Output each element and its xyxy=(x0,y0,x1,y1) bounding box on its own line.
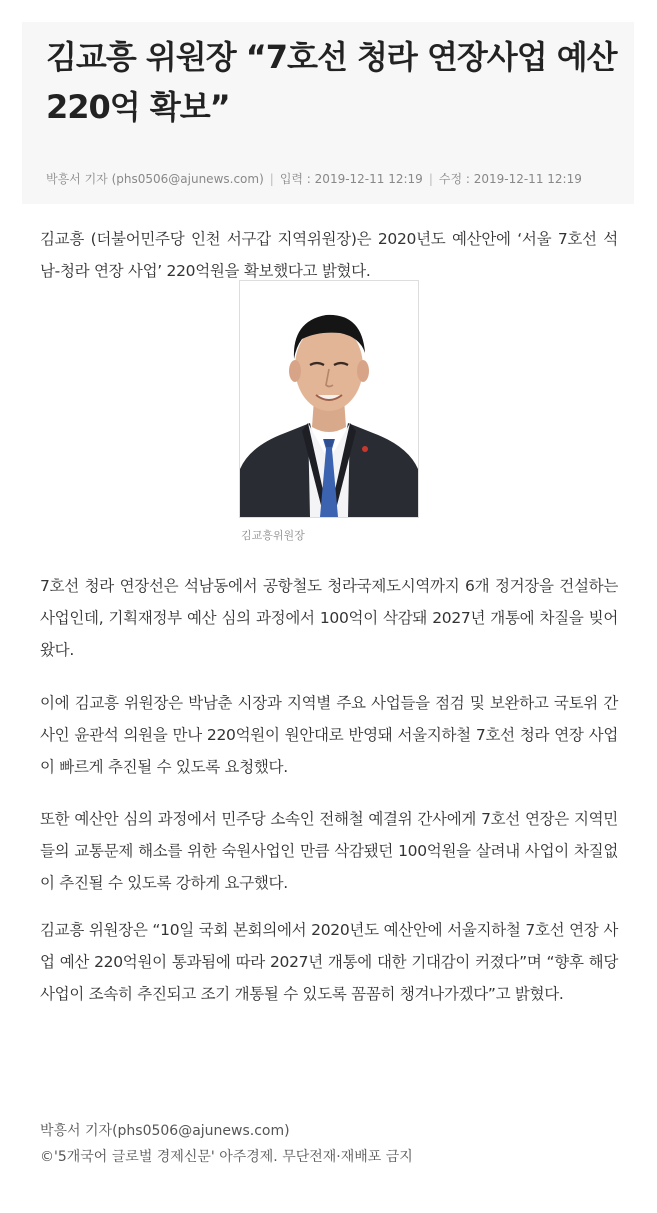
article-meta xyxy=(46,170,582,187)
updated-date: 수정 : 2019-12-11 12:19 xyxy=(438,172,582,186)
article-paragraph-1: 김교흥 (더불어민주당 인천 서구갑 지역위원장)은 2020년도 예산안에 ‘서울 7호선 석남-청라 연장 사업’ 220억원을 확보했다고 밝혔다. xyxy=(40,230,618,280)
article-paragraph-4: 또한 예산안 심의 과정에서 민주당 소속인 전해철 예결위 간사에게 7호선 연장은 지역민들의 교통문제 해소를 위한 숙원사업인 만큼 삭감됐던 100억원을 살려내 사업이 차질없이 추진될 수 있도록 강하게 요구했다. xyxy=(40,810,618,892)
photo-caption: 김교흥위원장 xyxy=(241,529,305,542)
reporter-byline: 박흥서 기자 (phs0506@ajunews.com) xyxy=(46,172,264,186)
published-date: 입력 : 2019-12-11 12:19 xyxy=(279,172,423,186)
footer-byline: 박흥서 기자(phs0506@ajunews.com) xyxy=(40,1123,290,1139)
copyright-notice: ©'5개국어 글로벌 경제신문' 아주경제. 무단전재·재배포 금지 xyxy=(40,1149,413,1165)
article-photo[interactable] xyxy=(239,280,419,518)
article-paragraph-3: 이에 김교흥 위원장은 박남춘 시장과 지역별 주요 사업들을 점검 및 보완하고 국토위 간사인 윤관석 의원을 만나 220억원이 원안대로 반영돼 서울지하철 7호선 청라 연장 사업이 빠르게 추진될 수 있도록 요청했다. xyxy=(40,694,618,776)
meta-separator: | xyxy=(428,172,433,186)
portrait-illustration xyxy=(240,281,418,517)
article-header xyxy=(22,22,634,204)
article-paragraph-5: 김교흥 위원장은 “10일 국회 본회의에서 2020년도 예산안에 서울지하철 7호선 연장 사업 예산 220억원이 통과됨에 따라 2027년 개통에 대한 기대감이 커졌다”며 “향후 해당 사업이 조속히 추진되고 조기 개통될 수 있도록 꼼꼼히 챙겨나가겠다”고 밝혔다. xyxy=(40,921,618,1003)
meta-separator: | xyxy=(269,172,274,186)
article-title: 김교흥 위원장 “7호선 청라 연장사업 예산 220억 확보” xyxy=(46,38,617,126)
article-paragraph-2: 7호선 청라 연장선은 석남동에서 공항철도 청라국제도시역까지 6개 정거장을 건설하는 사업인데, 기획재정부 예산 심의 과정에서 100억이 삭감돼 2027년 개통에 차질을 빚어왔다. xyxy=(40,577,618,659)
